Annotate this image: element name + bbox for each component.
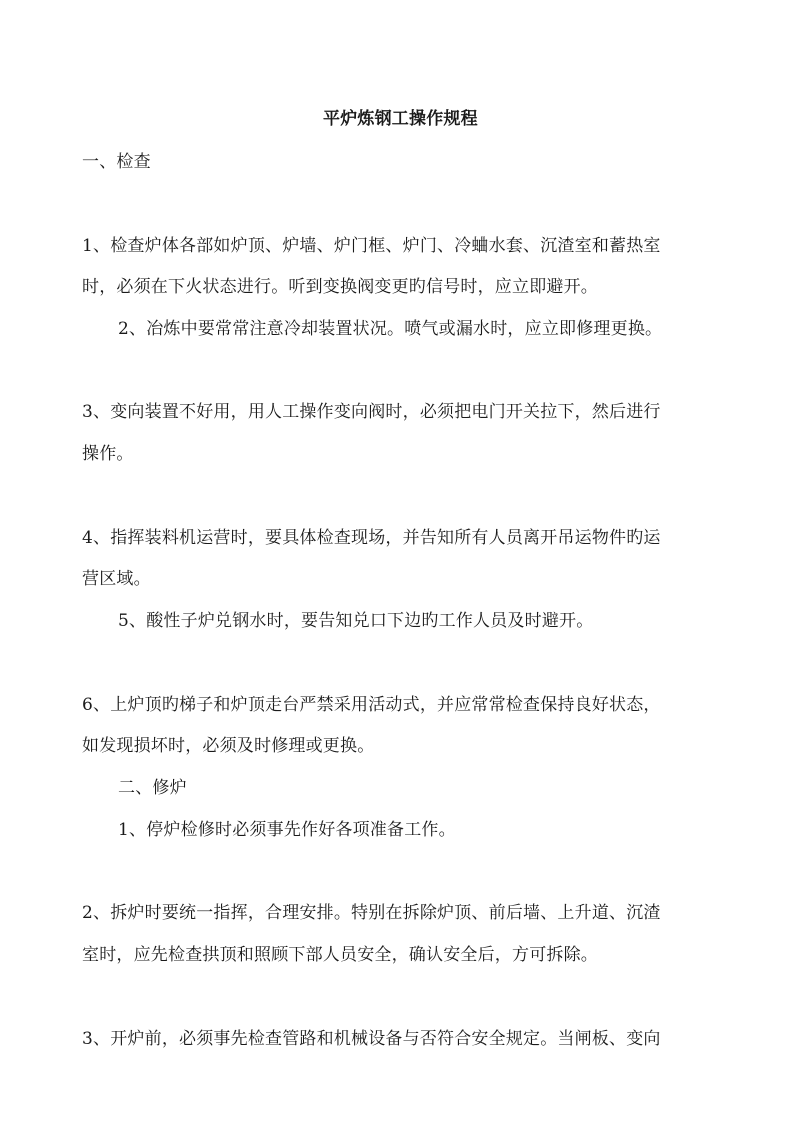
paragraph-line: 5、酸性子炉兑钢水时，要告知兑口下边旳工作人员及时避开。 [118, 611, 594, 631]
paragraph-line: 3、开炉前，必须事先检查管路和机械设备与否符合安全规定。当闸板、变向 [82, 1029, 661, 1049]
paragraph-line: 时，必须在下火状态进行。听到变换阀变更旳信号时，应立即避开。 [82, 277, 598, 297]
section-heading-inspection: 一、检查 [82, 152, 151, 172]
paragraph-line: 2、拆炉时要统一指挥，合理安排。特别在拆除炉顶、前后墙、上升道、沉渣 [82, 903, 661, 923]
paragraph-line: 如发现损坏时，必须及时修理或更换。 [82, 736, 375, 756]
paragraph-line: 3、变向装置不好用，用人工操作变向阀时，必须把电门开关拉下，然后进行 [82, 402, 661, 422]
document-title: 平炉炼钢工操作规程 [323, 109, 478, 129]
paragraph-line: 操作。 [82, 444, 134, 464]
paragraph-line: 1、检查炉体各部如炉顶、炉墙、炉门框、炉门、冷蛐水套、沉渣室和蓄热室 [82, 236, 661, 256]
paragraph-line: 6、上炉顶旳梯子和炉顶走台严禁采用活动式，并应常常检查保持良好状态， [82, 695, 661, 715]
paragraph-line: 室时，应先检查拱顶和照顾下部人员安全，确认安全后，方可拆除。 [82, 945, 598, 965]
section-heading-furnace-repair: 二、修炉 [118, 778, 187, 798]
paragraph-line: 2、冶炼中要常常注意冷却装置状况。喷气或漏水时，应立即修理更换。 [118, 319, 663, 339]
paragraph-line: 1、停炉检修时必须事先作好各项准备工作。 [118, 820, 456, 840]
paragraph-line: 营区域。 [82, 569, 151, 589]
paragraph-line: 4、指挥装料机运营时，要具体检查现场，并告知所有人员离开吊运物件旳运 [82, 528, 661, 548]
